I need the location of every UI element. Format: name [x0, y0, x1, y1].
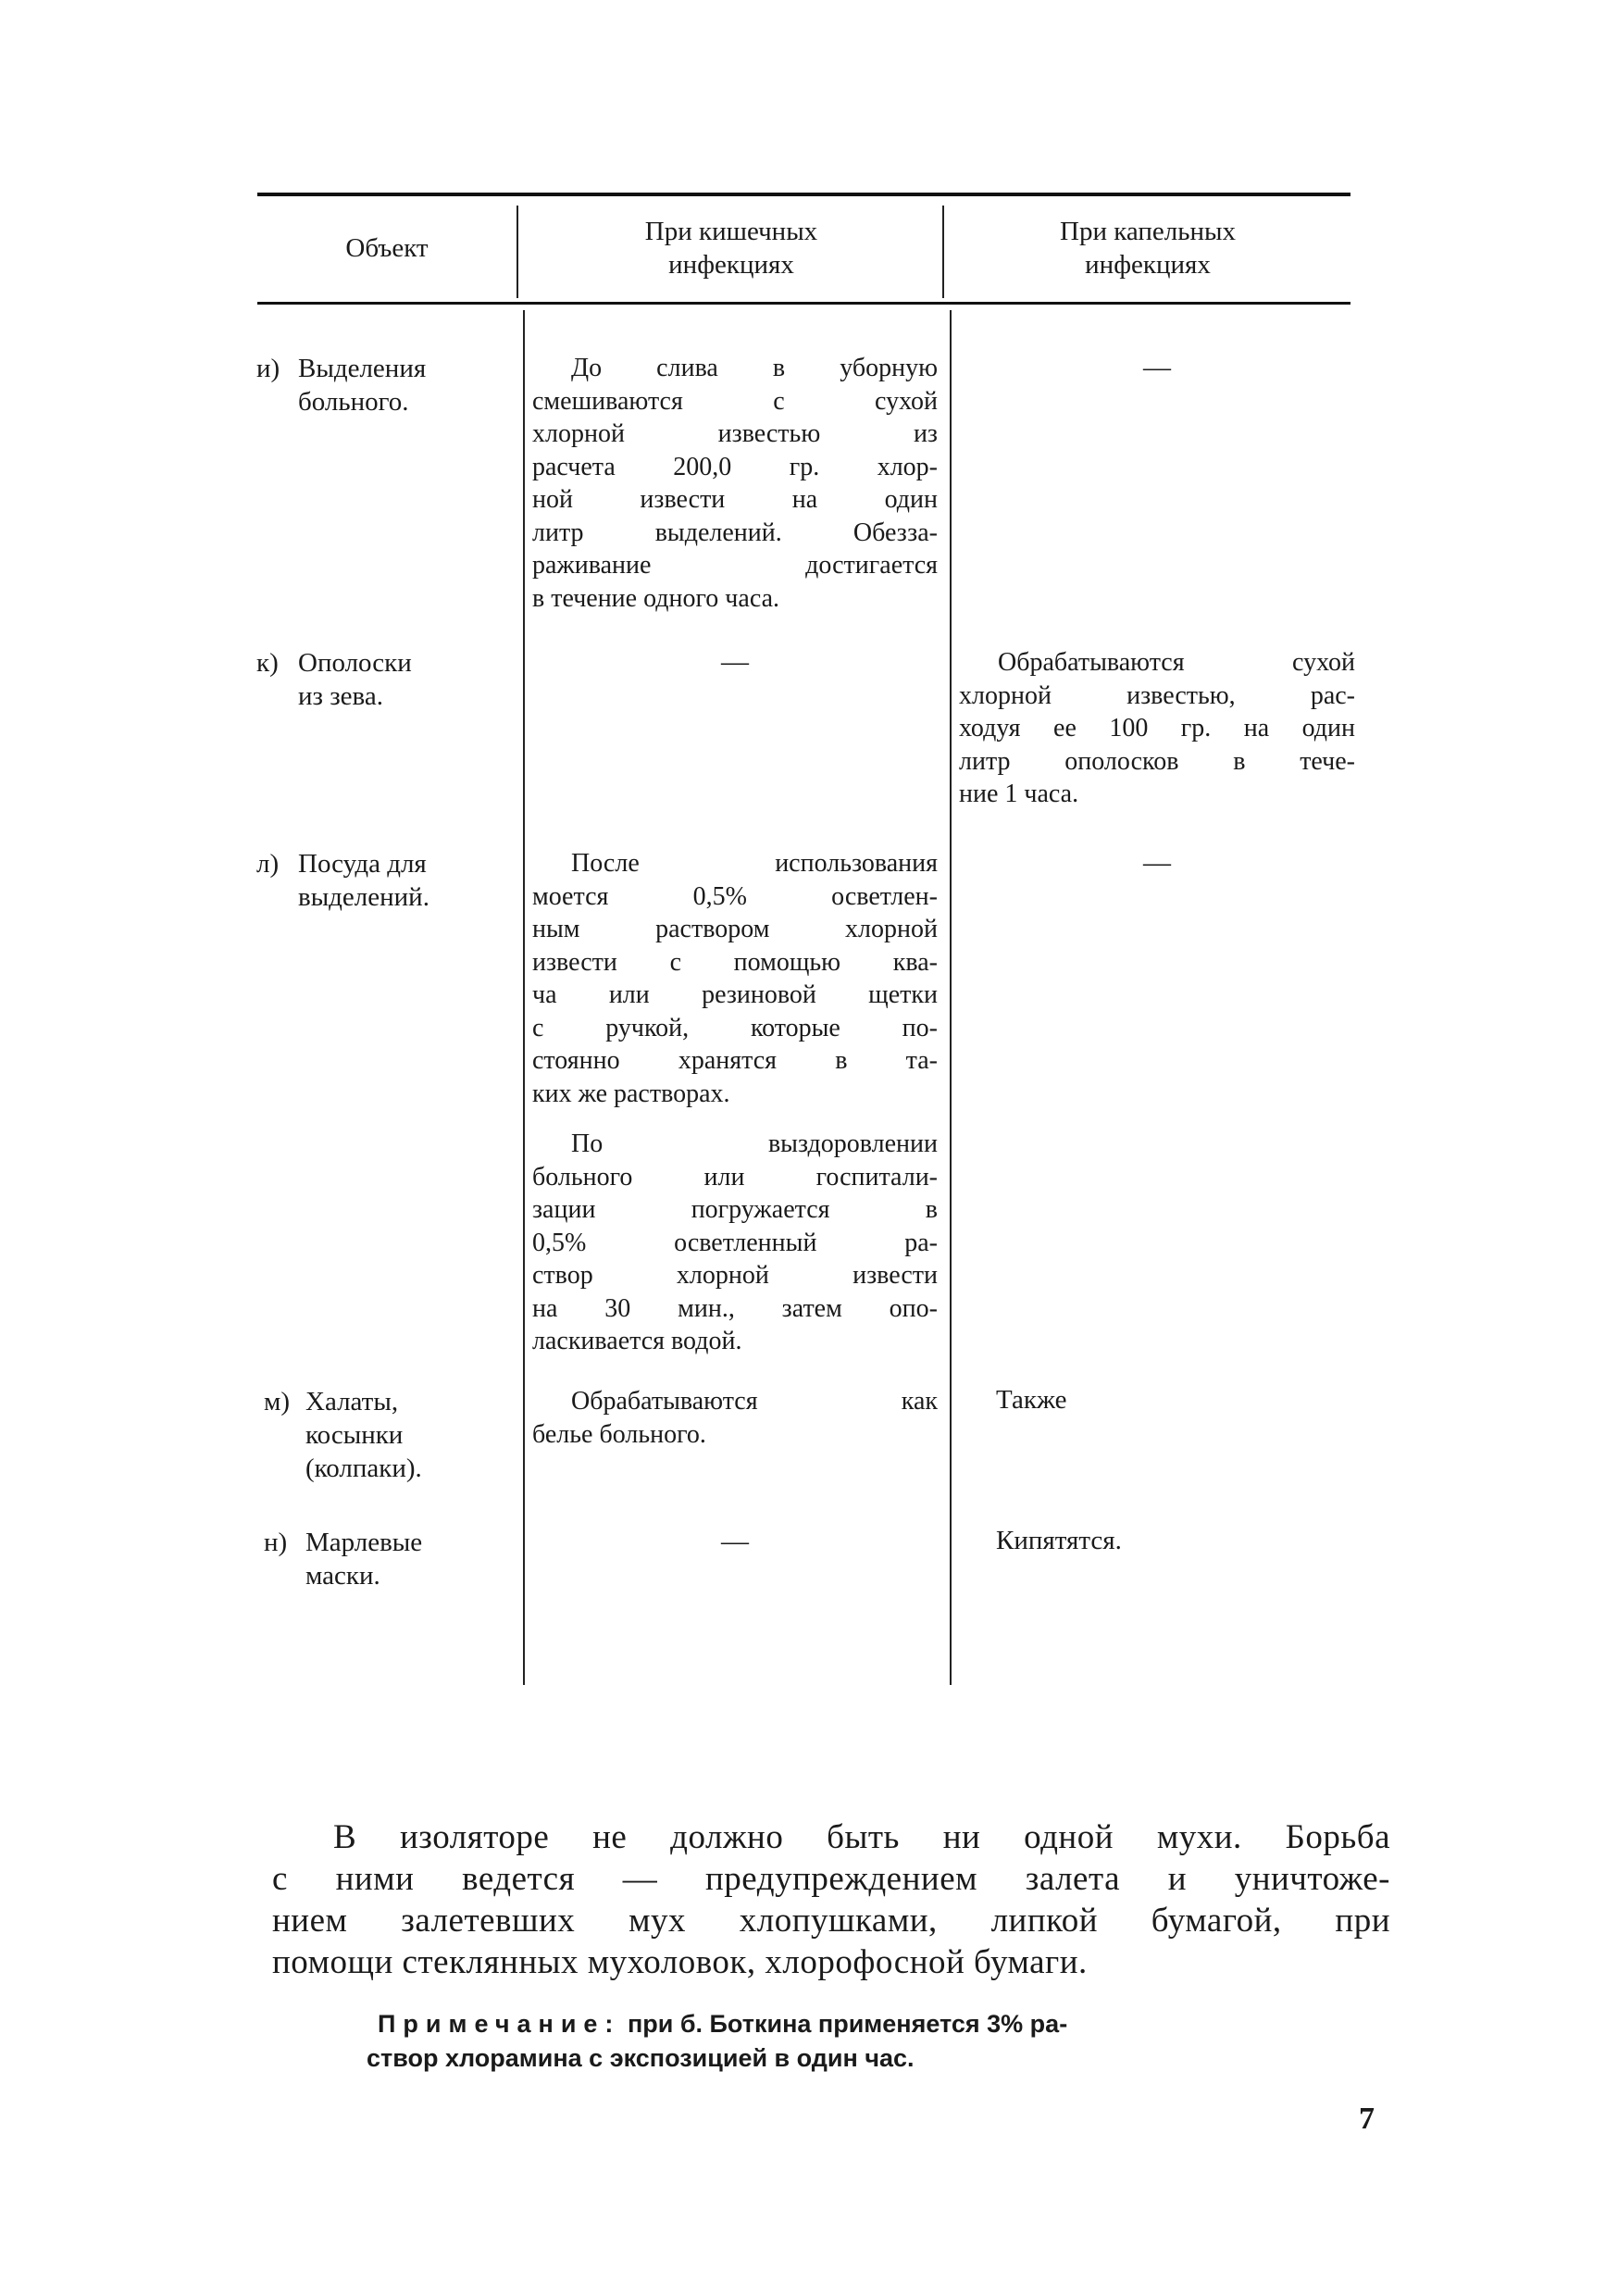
header-intestinal — [518, 215, 944, 281]
intestinal-cell-paragraph — [532, 847, 938, 1110]
cell-line: 0,5% осветленный ра- — [532, 1228, 938, 1257]
row-object-line: больного. — [298, 387, 409, 417]
cell-line: смешиваются с сухой — [532, 386, 938, 416]
row-object — [264, 1385, 422, 1485]
cell-line: После использования — [571, 849, 938, 878]
cell-line: ча или резиновой щетки — [532, 980, 938, 1009]
cell-line: в течение одного часа. — [532, 583, 780, 613]
row-marker: и) — [256, 354, 280, 383]
paragraph-line: помощи стеклянных мухоловок, хлорофосной бумаги. — [272, 1943, 1088, 1981]
cell-line: извести с помощью ква- — [532, 947, 938, 977]
cell-line: моется 0,5% осветлен- — [532, 881, 938, 911]
cell-line: на 30 мин., затем опо- — [532, 1293, 938, 1323]
column-divider-1-body — [523, 310, 525, 1685]
cell-line: литр выделений. Обезза- — [532, 518, 938, 547]
cell-line: с ручкой, которые по- — [532, 1013, 938, 1042]
row-object-line: из зева. — [298, 681, 383, 711]
intestinal-cell-paragraph — [532, 352, 938, 615]
row-object — [256, 847, 429, 914]
row-marker: к) — [256, 648, 279, 678]
cell-line: Обрабатываются сухой — [998, 648, 1355, 677]
cell-line: ласкивается водой. — [532, 1327, 742, 1355]
droplet-cell-paragraph — [959, 646, 1355, 811]
row-object-line: Ополоски — [298, 648, 412, 678]
row-object-line: Выделения — [298, 354, 427, 383]
cell-line: хлорной известью из — [532, 419, 938, 448]
note-label: Примечание: — [378, 2010, 621, 2038]
body-paragraph — [272, 1816, 1390, 1983]
cell-line: белье больного. — [532, 1419, 706, 1449]
cell-line: ным раствором хлорной — [532, 915, 938, 943]
header-droplet-line: инфекциях — [1085, 250, 1211, 280]
cell-line: зации погружается в — [532, 1195, 938, 1224]
cell-line: больного или госпитали- — [532, 1162, 938, 1192]
row-object-line: Марлевые — [305, 1528, 423, 1557]
intestinal-cell-paragraph — [532, 1128, 938, 1358]
row-object — [256, 352, 427, 418]
row-object — [256, 646, 412, 713]
droplet-cell: Кипятятся. — [996, 1526, 1122, 1555]
cell-line: До слива в уборную — [571, 354, 938, 382]
cell-line: раживание достигается — [532, 551, 938, 580]
header-intestinal-line: При кишечных — [644, 217, 818, 246]
paragraph-line: нием залетевших мух хлопушками, липкой бумагой, при — [272, 1902, 1390, 1940]
droplet-cell: Также — [996, 1385, 1067, 1415]
row-marker: м) — [264, 1387, 291, 1416]
cell-line: стоянно хранятся в та- — [532, 1046, 938, 1075]
intestinal-cell: — — [721, 1526, 749, 1556]
header-intestinal-line: инфекциях — [668, 250, 794, 280]
cell-line: створ хлорной извести — [532, 1261, 938, 1290]
cell-line: ходуя ее 100 гр. на один — [959, 714, 1355, 742]
cell-line: ние 1 часа. — [959, 780, 1079, 808]
cell-line: ких же растворах. — [532, 1079, 730, 1108]
row-marker: л) — [256, 849, 280, 879]
note-line-2: створ хлорамина с экспозицией в один час. — [367, 2044, 915, 2072]
table-header-rule — [257, 302, 1350, 305]
row-object-line: маски. — [305, 1561, 380, 1591]
paragraph-line: с ними ведется — предупреждением залета и уничтоже- — [272, 1860, 1390, 1898]
row-object-line: косынки — [305, 1420, 404, 1450]
droplet-cell: — — [1143, 352, 1171, 382]
header-object: Объект — [345, 233, 429, 263]
header-droplet — [944, 215, 1351, 281]
droplet-cell: — — [1143, 847, 1171, 878]
cell-line: хлорной известью, рас- — [959, 680, 1355, 710]
row-object — [264, 1526, 423, 1592]
cell-line: Обрабатываются как — [571, 1387, 938, 1416]
row-marker: н) — [264, 1528, 288, 1557]
page-number: 7 — [1359, 2102, 1375, 2136]
intestinal-cell: — — [721, 646, 749, 677]
cell-line: ной извести на один — [532, 485, 938, 514]
row-object-line: Посуда для — [298, 849, 427, 879]
cell-line: По выздоровлении — [571, 1129, 938, 1158]
row-object-line: (колпаки). — [305, 1454, 422, 1483]
cell-line: расчета 200,0 гр. хлор- — [532, 452, 938, 481]
intestinal-cell-paragraph — [532, 1385, 938, 1451]
header-droplet-line: При капельных — [1060, 217, 1236, 246]
cell-line: литр ополосков в тече- — [959, 746, 1355, 776]
row-object-line: Халаты, — [305, 1387, 399, 1416]
paragraph-line: В изоляторе не должно быть ни одной мухи. Борьба — [333, 1818, 1390, 1856]
table-top-rule — [257, 193, 1350, 196]
note-line-1: при б. Боткина применяется 3% ра- — [627, 2010, 1068, 2038]
column-divider-2-body — [950, 310, 952, 1685]
row-object-line: выделений. — [298, 882, 429, 912]
footnote — [367, 2007, 1368, 2076]
